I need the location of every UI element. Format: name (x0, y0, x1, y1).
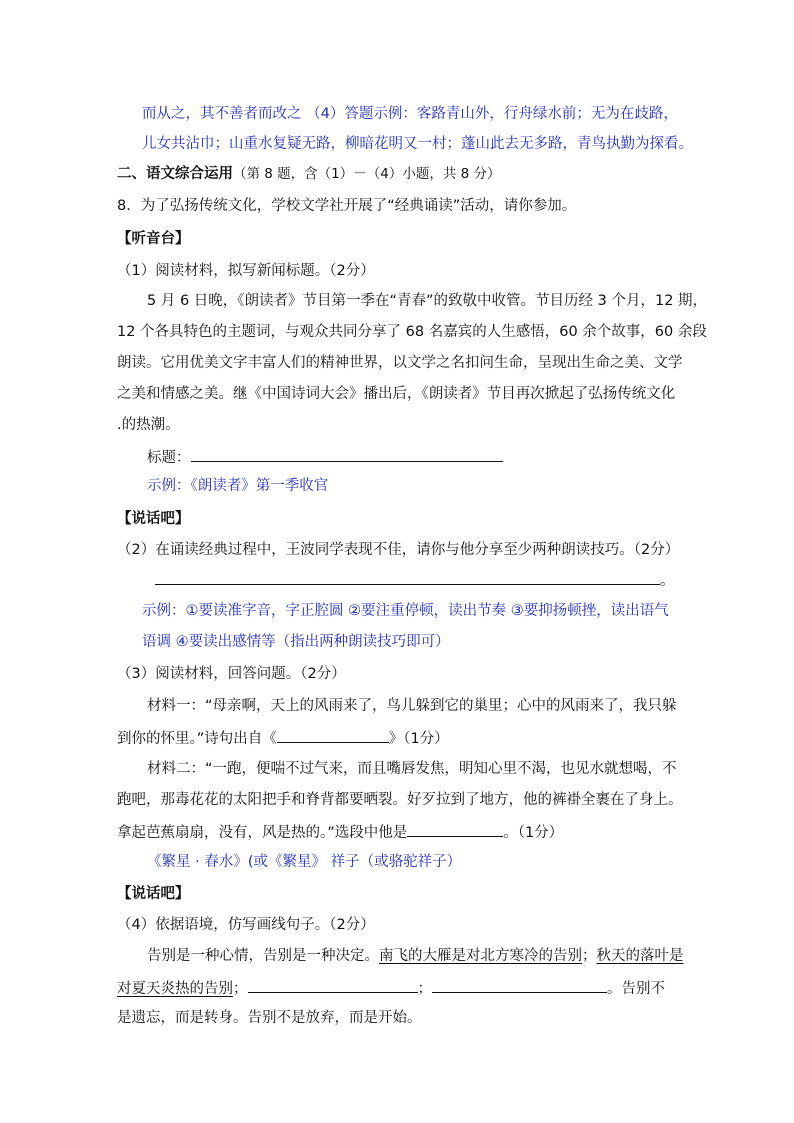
part1-passage-line-5: .的热潮。 (117, 417, 180, 433)
part2-answer-line-2: 语调 ④要读出感情等（指出两种朗读技巧即可） (142, 634, 450, 650)
section-2-heading: 二、语文综合运用 (117, 166, 233, 182)
part3-question: （3）阅读材料，回答问题。（2分） (117, 666, 346, 682)
part4-question: （4）依据语境，仿写画线句子。（2分） (117, 917, 375, 933)
material-1-source-suffix: 》（1分） (388, 731, 449, 747)
part1-passage-line-3: 朗读。它用优美文字丰富人们的精神世界，以文学之名扣问生命，呈现出生命之美、文学 (117, 355, 683, 371)
underlined-sentence-2-start: 秋天的落叶是 (596, 948, 684, 964)
part1-question: （1）阅读材料，拟写新闻标题。（2分） (117, 263, 375, 279)
prev-answer-line-1: 而从之，其不善者而改之 （4）答题示例：客路青山外，行舟绿水前；无为在歧路， (142, 106, 678, 122)
title-label: 标题： (147, 450, 191, 466)
tag-listening: 【听音台】 (117, 231, 190, 247)
part1-answer: 示例：《朗读者》第一季收官 (147, 478, 329, 494)
section-2-note: （第 8 题，含（1）－（4）小题，共 8 分） (233, 166, 501, 182)
part4-semicolon-2: ； (417, 981, 432, 997)
part3-answer: 《繁星 · 春水》(或《繁星》 祥子（或骆驼祥子） (147, 854, 462, 870)
tag-speaking-2: 【说话吧】 (117, 886, 190, 902)
part4-line-2 (117, 977, 665, 999)
imitation-blank-2[interactable] (432, 977, 607, 993)
part4-continuation: 。告别不 (607, 981, 665, 997)
part2-answer-blank-line (155, 569, 675, 591)
part4-semicolon-1: ； (233, 981, 248, 997)
section-2-heading-line (117, 164, 501, 184)
prev-answer-line-2: 儿女共沾巾；山重水复疑无路，柳暗花明又一村；蓬山此去无多路，青鸟执勤为探看。 (142, 136, 693, 152)
part4-line-1 (147, 946, 684, 966)
part2-period: 。 (660, 573, 675, 589)
title-answer-line (147, 446, 503, 468)
material-1-source-blank[interactable] (277, 727, 389, 743)
tag-speaking-1: 【说话吧】 (117, 511, 190, 527)
part1-passage-line-1: 5 月 6 日晚，《朗读者》节目第一季在“青春”的致敬中收管。节目历经 3 个月，12 期， (147, 293, 708, 309)
part2-question: （2）在诵读经典过程中，王波同学表现不佳，请你与他分享至少两种朗读技巧。（2分） (117, 542, 680, 558)
underlined-sentence-1: 南飞的大雁是对北方寒冷的告别 (379, 948, 582, 964)
material-2-line-2: 跑吧，那毒花花的太阳把手和脊背都要晒裂。好歹拉到了地方，他的裤褂全裹在了身上。 (117, 792, 683, 808)
underlined-sentence-2-end: 对夏天炎热的告别 (117, 981, 233, 997)
part4-lead: 告别是一种心情，告别是一种决定。 (147, 948, 379, 964)
material-1-source-prefix: 到你的怀里。”诗句出自《 (117, 731, 277, 747)
part1-passage-line-2: 12 个各具特色的主题词，与观众共同分享了 68 名嘉宾的人生感悟，60 余个故事，60 余段 (117, 324, 707, 340)
question-8-stem: 8．为了弘扬传统文化，学校文学社开展了“经典诵读”活动，请你参加。 (117, 198, 577, 214)
imitation-blank-1[interactable] (248, 977, 418, 993)
material-2-line-3 (117, 821, 563, 843)
title-blank[interactable] (191, 446, 503, 462)
part4-line-3: 是遗忘，而是转身。告别不是放弃，而是开始。 (117, 1010, 422, 1026)
part2-answer-line-1: 示例：①要读准字音，字正腔圆 ②要注重停顿，读出节奏 ③要抑扬顿挫，读出语气 (142, 603, 669, 619)
part4-separator: ； (582, 948, 597, 964)
material-1-line-1: 材料一：“母亲啊，天上的风雨来了，鸟儿躲到它的巢里；心中的风雨来了，我只躲 (147, 698, 677, 714)
part2-answer-blank[interactable] (155, 569, 660, 585)
part1-passage-line-4: 之美和情感之美。继《中国诗词大会》播出后，《朗读者》节目再次掀起了弘扬传统文化 (117, 386, 676, 402)
material-2-blank[interactable] (407, 821, 503, 837)
material-2-suffix: 。（1分） (503, 825, 564, 841)
material-2-prefix: 拿起芭蕉扇扇，没有，风是热的。”选段中他是 (117, 825, 408, 841)
material-2-line-1: 材料二：“一跑，便喘不过气来，而且嘴唇发焦，明知心里不渴，也见水就想喝，不 (147, 761, 677, 777)
material-1-line-2 (117, 727, 449, 749)
